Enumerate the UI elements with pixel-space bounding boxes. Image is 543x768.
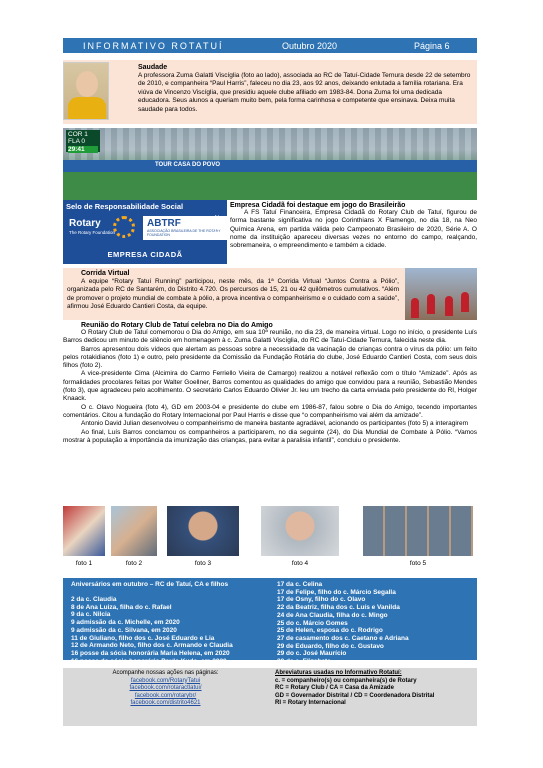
abbreviations bbox=[275, 670, 434, 708]
facebook-link-rotaract[interactable]: facebook.com/rotaractlatui/ bbox=[129, 685, 202, 692]
birthdays-panel bbox=[63, 578, 477, 666]
foundation-text: The Rotary Foundation bbox=[69, 230, 116, 235]
photo-strip bbox=[63, 506, 477, 566]
empresa-body: A FS Tatuí Financeira, Empresa Cidadã do Rotary Club de Tatuí, figurou de forma bastante significativa no jogo Corinthians X Flamengo, no dia 18, na Neo Química Arena, em partida válida pelo Campeonato Brasileiro de 2020, Série A. O nome da instituição apareceu diversas vezes no entorno do campo, realçando, sobremaneira, o empreendimento e também a cidade. bbox=[230, 209, 477, 250]
list-item: 17 da c. Celina bbox=[277, 581, 323, 588]
photo-1: foto 1 bbox=[63, 506, 105, 566]
scoreboard: COR 1 FLA 0 29:41 bbox=[66, 130, 100, 152]
facebook-link-distrito[interactable]: facebook.com/distrito4621 bbox=[130, 700, 201, 707]
photo-5: foto 5 bbox=[363, 506, 473, 566]
reuniao-paragraph: Antonio David Julian desenvolveu o companheirismo de maneira bastante agradável, acionando os participantes (foto 5) a interagirem bbox=[81, 420, 468, 428]
list-item: 17 de Felipe, filho do c. Márcio Segalla bbox=[277, 588, 396, 596]
list-item: 30 da c. Elizabete bbox=[277, 658, 331, 666]
list-item: 9 admissão da c. Silvana, em 2020 bbox=[71, 626, 177, 634]
birthdays-title: Aniversários em outubro – RC de Tatuí, CA e filhos bbox=[71, 581, 229, 588]
runners-photo bbox=[405, 268, 477, 320]
reuniao-section bbox=[63, 322, 477, 445]
birthdays-column-1 bbox=[71, 596, 233, 665]
newsletter-name: INFORMATIVO ROTATUÍ bbox=[83, 40, 224, 51]
list-item: 8 de Ana Luiza, filha do c. Rafael bbox=[71, 603, 172, 611]
list-item: 29 de Eduardo, filho do c. Gustavo bbox=[277, 642, 384, 650]
photo-4: foto 4 bbox=[261, 506, 339, 566]
list-item: 9 admissão da c. Michelle, em 2020 bbox=[71, 619, 180, 627]
list-item: 24 de Ana Claudia, filha do c. Mingo bbox=[277, 611, 388, 619]
corrida-virtual-section bbox=[63, 268, 477, 320]
photo-2: foto 2 bbox=[111, 506, 157, 566]
stadium-photo bbox=[63, 128, 477, 200]
list-item: 25 do c. Márcio Gomes bbox=[277, 619, 348, 627]
reuniao-paragraph: A vice-presidente Cima (Alcimira do Carmo Ferriello Vieira de Camargo) realizou a notável reflexão com o título “Amizade”. Após as formalidades procolares feitas por Walter Goellner, Barros comentou as qualidades do amigo que convidou para a reunião, Sebastião Mendes (foto 3), que agradeceu pelo acolhimento. O secretário Carlos Eduardo Olivier Jr. leu um trecho da carta enviada pelo presidente do RI, Holger Knaack. bbox=[63, 370, 477, 403]
reuniao-paragraph: Ao final, Luís Barros conclamou os companheiros a participarem, no dia seguinte (24), do Dia Mundial de Combate à Pólio. “Vamos mostrar à população a importância da imunização das crianças, para evitar a paralisia infantil”, concluiu o presidente. bbox=[63, 428, 477, 444]
photo-3: foto 3 bbox=[167, 506, 239, 566]
saudade-title: Saudade bbox=[138, 64, 168, 71]
ad-boards: TOUR CASA DO POVO bbox=[63, 160, 477, 172]
social-links bbox=[63, 670, 268, 708]
social-responsibility-seal bbox=[63, 200, 227, 264]
seal-title: Selo de Responsabilidade Social bbox=[66, 202, 184, 211]
social-intro: Acompanhe nossas ações nas páginas: bbox=[112, 670, 219, 676]
list-item: 22 da Beatriz, filha dos c. Luís e Vanilda bbox=[277, 604, 400, 612]
birthdays-column-2 bbox=[277, 581, 409, 666]
reuniao-paragraph: O c. Olavo Nogueira (foto 4), GD em 2003-04 e presidente do clube em 1986-87, falou sobre o Dia do Amigo, tecendo importantes comentários. Citou a fundação do Rotary Internacional por Paul Harris e disse que “o companheirismo vai além da amizade”. bbox=[63, 403, 477, 419]
list-item: 9 da c. Nilcia bbox=[71, 611, 111, 619]
list-item: 11 de Giuliano, filho dos c. José Eduardo e Lia bbox=[71, 634, 215, 642]
corrida-title: Corrida Virtual bbox=[81, 270, 130, 277]
corrida-body: A equipe “Rotary Tatuí Running” participou, neste mês, da 1ª Corrida Virtual “Juntos Contra a Pólio”, organizada pelo RC de Santarém, do Distrito 4.720. Os percursos de 15, 21 ou 42 quilômetros cumulativos. “Além de promover o projeto mundial de combate à pólio, a prova incentiva o companheirismo e o cuidado com a saúde”, afirmou José Eduardo Cantieri Costa, da equipe. bbox=[67, 278, 399, 310]
list-item: 16 posse da sócia honorária Maria Helena, em 2020 bbox=[71, 649, 230, 657]
seal-year: 2020-21 bbox=[213, 215, 219, 234]
abbreviation-item: RC = Rotary Club / CA = Casa da Amizade bbox=[275, 685, 394, 692]
reuniao-paragraph: O Rotary Club de Tatuí comemorou o Dia do Amigo, em sua 10ª reunião, no dia 23, de maneira virtual. Logo no início, o presidente Luís Barros dedicou um minuto de silêncio em homenagem à c. Zuma Galatti Viscíglia, do RC de Tatuí-Cidade Ternura, falecida neste dia. bbox=[63, 329, 477, 345]
list-item: 12 de Armando Neto, filho dos c. Armando e Claudia bbox=[71, 642, 233, 650]
facebook-link-rotarybr[interactable]: facebook.com/rotarybr/ bbox=[134, 692, 197, 699]
abbreviation-item: RI = Rotary Internacional bbox=[275, 700, 346, 707]
issue-date: Outubro 2020 bbox=[282, 40, 338, 51]
list-item: 2 da c. Claudia bbox=[71, 596, 117, 603]
zuma-photo bbox=[63, 62, 109, 120]
empresa-cidada-section bbox=[230, 202, 477, 250]
saudade-section bbox=[63, 60, 477, 124]
facebook-link-rotarytatui[interactable]: facebook.com/RotaryTatui bbox=[130, 677, 201, 684]
saudade-body: A professora Zuma Galatti Viscíglia (foto ao lado), associada ao RC de Tatuí-Cidade Ternura desde 22 de setembro de 2010, e companheira “Paul Harris”, faleceu no dia 23, aos 92 anos, deixando enlutada a família rotariana. Era viúva de Vincenzo Viscíglia, que presidiu aquele clube afiliado em 1983-84. Dona Zuma foi uma dedicada educadora. Seus alunos a queriam muito bem, pela forma carinhosa e competente que ensinava. Deixa muita saudade para todos. bbox=[138, 72, 471, 113]
abbreviation-item: GD = Governador Distrital / CD = Coordenadora Distrital bbox=[275, 692, 435, 699]
empresa-title: Empresa Cidadã foi destaque em jogo do Brasileirão bbox=[230, 202, 406, 209]
match-clock: 29:41 bbox=[68, 146, 98, 153]
rotary-wheel-icon bbox=[113, 216, 135, 238]
list-item: 16 posse do sócio honorário Paulo Kudo, em 2020 bbox=[71, 657, 227, 665]
list-item: 17 de Osny, filho do c. Olavo bbox=[277, 596, 366, 604]
list-item: 25 de Helen, esposa do c. Rodrigo bbox=[277, 627, 383, 635]
empresa-cidada-label: EMPRESA CIDADÃ bbox=[107, 250, 183, 259]
reuniao-paragraph: Barros apresentou dois vídeos que alertam as pessoas sobre a necessidade da vacinação de crianças contra o vírus da pólio: um feito pelos rotakidianos (foto 1) e outro, pelo presidente da Comissão da Fundação Rotária do clube, José Eduardo Cantieri Costa, com seus dois filhos (foto 2). bbox=[63, 345, 477, 370]
rotary-logo-text: Rotary bbox=[69, 218, 101, 229]
page-footer bbox=[63, 668, 477, 726]
abbreviation-item: c. = companheiro(s) ou companheira(s) de Rotary bbox=[275, 677, 417, 684]
abtrf-logo: ABTRF ASSOCIAÇÃO BRASILEIRA DE THE ROTARY FOUNDATION bbox=[143, 216, 227, 240]
reuniao-title: Reunião do Rotary Club de Tatuí celebra no Dia do Amigo bbox=[81, 322, 273, 329]
page-header bbox=[63, 38, 477, 53]
list-item: 27 de casamento dos c. Caetano e Adriana bbox=[277, 634, 409, 642]
list-item: 29 do c. José Maurício bbox=[277, 650, 347, 658]
abbreviations-title: Abreviaturas usadas no Informativo Rotatuí: bbox=[275, 670, 402, 676]
page-number: Página 6 bbox=[414, 40, 450, 51]
